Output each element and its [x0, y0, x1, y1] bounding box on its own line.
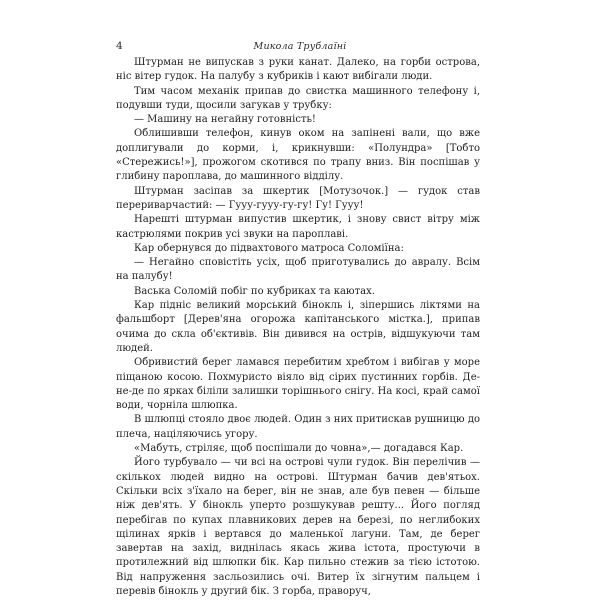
page-header	[116, 40, 484, 54]
paragraph: «Мабуть, стріляє, щоб поспішали до човна»,— догадався Кар.	[134, 443, 464, 455]
paragraph: Нарешті штурман випустив шкертик, і знову свист вітру між кастрюлями покрив усі звуки на пароплаві.	[116, 214, 480, 240]
paragraph: Штурман засіпав за шкертик [Мотузочок.] — гудок став перериварчастий: — Гууу-гууу-гу-гу! Гу! Гууу!	[116, 185, 480, 211]
paragraph: Обривистий берег ламався перебитим хребтом і вибігав у море піщаною косою. Похмуристо віяло від сірих пустинних горбів. Де-не-де по ярках біліли залишки торішнього снігу. На косі, край самої води, чорніла шлюпка.	[116, 357, 480, 412]
paragraph: — Негайно сповістіть усіх, щоб приготувались до авралу. Всім на палубу!	[116, 257, 480, 283]
page-number: 4	[116, 40, 123, 52]
body-text	[116, 56, 480, 599]
paragraph: В шлюпці стояло двоє людей. Один з них притискав рушницю до плеча, націляючись угору.	[116, 414, 480, 440]
paragraph: Тим часом механік припав до свистка машинного телефону і, подувши туди, щосили загукав у трубку:	[116, 85, 480, 111]
paragraph: Кар підніс великий морський бінокль і, зіпершись ліктями на фальшборт [Дерев'яна огорожа капітанського містка.], припав очима до скла об'єктивів. Він дивився на острів, відшукуючи там людей.	[116, 300, 480, 354]
paragraph: Васька Соломій побіг по кубриках та каютах.	[134, 285, 375, 297]
paragraph: Штурман не випускав з руки канат. Далеко, на горби острова, ніс вітер гудок. На палубу з кубриків і кают вибігали люди.	[116, 57, 480, 83]
paragraph: Кар обернувся до підвахтового матроса Соломіїна:	[134, 242, 404, 254]
paragraph: — Машину на негайну готовність!	[134, 114, 316, 126]
running-title: Микола Трублаїні	[253, 41, 347, 52]
paragraph: Його турбувало — чи всі на острові чули гудок. Він перелічив — скількох людей видно на острові. Штурман бачив дев'ятьох. Скільки всіх з'їхало на берег, він не знав, але був певен — більше ніж дев'ять. У бінокль уперто розшукував решту... Його погляд перебігав по купах плавникових дерев на березі, по неглибоких щілинах ярків і вертався до маленької лагуни. Там, де берег завертав на захід, виднілась якась жива істота, простуючи в протилежний від шлюпки бік. Кар пильно стежив за тією істотою. Від напруження засльозились очі. Витер їх зігнутим пальцем і перевів бінокль у другий бік. З горба, праворуч,	[116, 457, 480, 597]
paragraph: Облишивши телефон, кинув оком на запінені вали, що вже доплигували до корми, і, крикнувши: «Полундра» [Тобто «Стережись!»], прожогом скотився по трапу вниз. Він поспішав у глибину пароплава, до машинного відділу.	[116, 128, 480, 183]
